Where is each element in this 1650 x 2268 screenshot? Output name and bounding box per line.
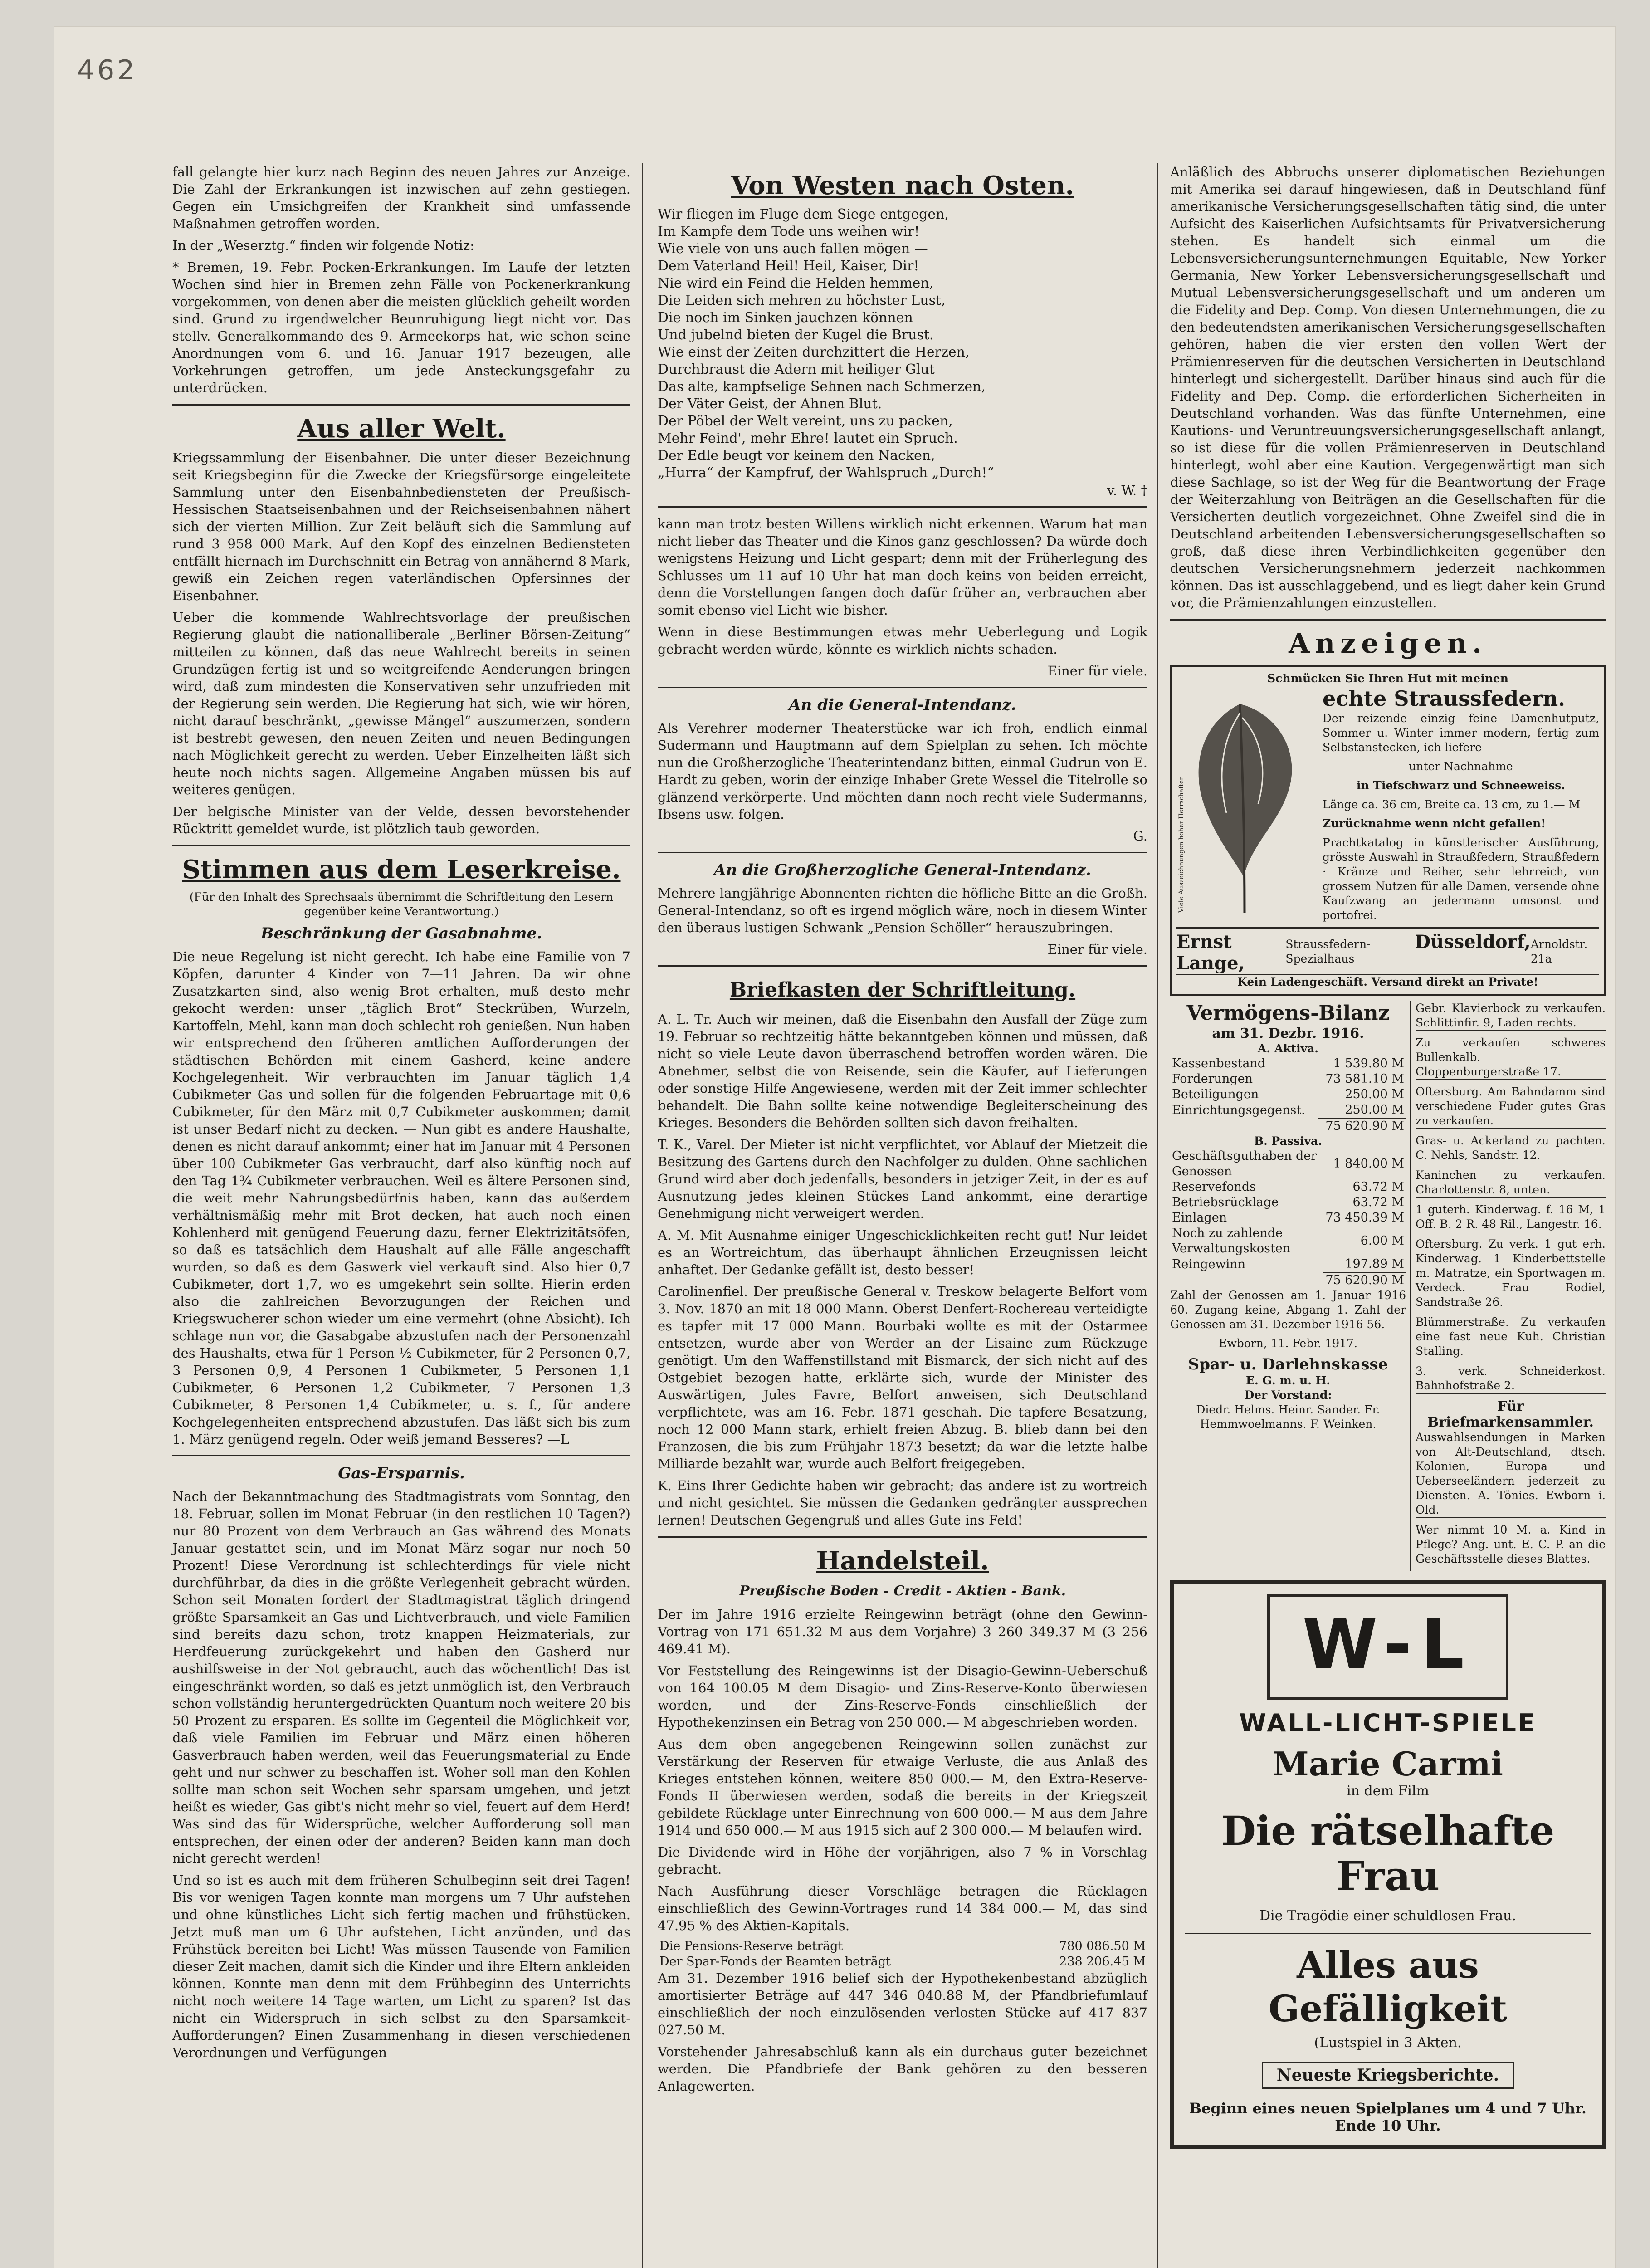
letter-paragraph: Wenn in diese Bestimmungen etwas mehr Ueberlegung und Logik gebracht werden würde, könnte es wirklich nichts schaden.: [658, 624, 1147, 657]
ad-top-line: Schmücken Sie Ihren Hut mit meinen: [1267, 672, 1508, 685]
briefkasten-heading: Briefkasten der Schriftleitung.: [729, 978, 1076, 1002]
small-ads-grid: [1170, 1001, 1606, 1571]
letter-signature: Einer für viele.: [1047, 663, 1147, 679]
column-divider-1: [642, 163, 643, 2268]
row-value: 1 539.80 M: [1333, 1056, 1404, 1070]
handel-table: [658, 1939, 1147, 1970]
bilanz-place-date: Ewborn, 11. Febr. 1917.: [1219, 1337, 1357, 1350]
row-value: 250.00 M: [1345, 1087, 1404, 1101]
poem-line: Wie einst der Zeiten durchzittert die Herzen,: [658, 344, 970, 360]
table-row: [1170, 1102, 1406, 1118]
company-street: Arnoldstr. 21a: [1530, 938, 1588, 965]
divider: [658, 1536, 1147, 1538]
second-film-subtitle: (Lustspiel in 3 Akten.: [1314, 2035, 1462, 2051]
ad-text: Länge ca. 36 cm, Breite ca. 13 cm, zu 1.— M: [1323, 798, 1581, 811]
letter-paragraph: kann man trotz besten Willens wirklich nicht erkennen. Warum hat man nicht lieber das Theater und die Kinos ganz geschlossen? Da würde doch wenigstens Heizung und Licht gespart; denn mit der Früherlegung des Schlusses um 11 auf 10 Uhr hat man doch keins von beiden erreicht, denn die Vorstellungen fangen doch dafür früher an, verbrauchen aber somit ebenso viel Licht wie bisher.: [658, 516, 1147, 618]
vorstand-label: Der Vorstand:: [1244, 1388, 1332, 1402]
star-name: Marie Carmi: [1273, 1745, 1503, 1783]
classified-ad: Oftersburg. Am Bahndamm sind verschiedene Fuder gutes Gras zu verkaufen.: [1416, 1085, 1606, 1129]
column-2: [658, 163, 1147, 2099]
briefkasten-paragraph: Carolinenfiel. Der preußische General v. Treskow belagerte Belfort vom 3. Nov. 1870 an mit 18 000 Mann. Oberst Denfert-Rochereau verteidigte es tapfer mit 17 000 Mann. Bourbaki wollte es mit der Ostarmee entsetzen, wurde aber von Werder an der Lisaine zum Rückzuge genötigt. Um den Waffenstillstand mit Bismarck, der sich nicht auf des Ostgebiet bezogen hatte, erklärte sich, wurde der Minister des Auswärtigen, Jules Favre, Belfort anweisen, sich Deutschland verpflichtete, was am 16. Febr. 1871 geschah. Die tapfere Besatzung, noch 12 000 Mann stark, erhielt freien Abzug. B. blieb dann bei den Franzosen, die bis zum Frühjahr 1873 besetzt; da war die letzte halbe Milliarde bezahlt war, wurde auch Belfort freigegeben.: [658, 1284, 1147, 1471]
aktiva-total: 75 620.90 M: [1318, 1118, 1406, 1134]
handel-paragraph: Die Dividende wird in Höhe der vorjährigen, also 7 % in Vorschlag gebracht.: [658, 1844, 1147, 1877]
stimmen-note: (Für den Inhalt des Sprechsaals übernimmt die Schriftleitung den Lesern gegenüber keine Verantwortung.): [189, 890, 614, 918]
handel-paragraph: Nach Ausführung dieser Vorschläge betragen die Rücklagen einschließlich des Gewinn-Vortrages rund 14 384 000.— M, das sind 47.95 % des Aktien-Kapitals.: [658, 1883, 1147, 1933]
feather-icon: [1176, 686, 1313, 922]
poem-line: Und jubelnd bieten der Kugel die Brust.: [658, 327, 934, 343]
table-row: [658, 1954, 1147, 1970]
row-value: 63.72 M: [1352, 1180, 1404, 1194]
classified-ad: Blümmerstraße. Zu verkaufen eine fast neue Kuh. Christian Stalling.: [1416, 1315, 1606, 1359]
letter-paragraph: Und so ist es auch mit dem früheren Schulbeginn seit drei Tagen! Bis vor wenigen Tagen konnte man morgens um 7 Uhr aufstehen und ohne künstliches Licht sich fertig machen und frühstücken. Jetzt muß man um 6 Uhr aufstehen, Licht anzünden, und das Frühstück bereiten bei Licht! Was müssen Tausende von Familien dieser Zeit machen, damit sich die Kinder und ihre Eltern ankleiden können. Konnte man denn mit dem Frühbeginn des Unterrichts nicht noch weitere 14 Tage warten, um Licht zu sparen? Ist das nicht ein Widerspruch in sich selbst zu den Sparsamkeit-Aufforderungen? Einen Zusammenhang in diesen verschiedenen Verordnungen und Verfügungen: [172, 1872, 630, 2060]
anzeigen-heading: Anzeigen.: [1289, 628, 1487, 660]
straussfedern-ad: [1170, 665, 1606, 996]
ad-text: Der reizende einzig feine Damenhutputz, Sommer u. Winter immer modern, fertig zum Selbstanstecken, ich liefere: [1323, 712, 1599, 754]
handel-paragraph: Aus dem oben angegebenen Reingewinn sollen zunächst zur Verstärkung der Reserven für etwaige Verluste, die aus Anlaß des Krieges entstehen können, weitere 850 000.— M, den Extra-Reserve-Fonds II überwiesen werden, sodaß die bereits in der Kriegszeit gebildete Rücklage unter Einrechnung von 600 000.— M aus dem Jahre 1914 und 650 000.— M aus 1915 sich auf 2 300 000.— M belaufen wird.: [658, 1736, 1147, 1838]
letter-paragraph: Mehrere langjährige Abonnenten richten die höfliche Bitte an die Großh. General-Intendanz, so oft es irgend möglich wäre, noch in diesem Winter den überaus lustigen Schwank „Pension Schöller“ herauszubringen.: [658, 885, 1147, 935]
handel-subheading: Preußische Boden - Credit - Aktien - Bank.: [739, 1583, 1066, 1599]
table-row: [1170, 1179, 1406, 1195]
in-film-label: in dem Film: [1347, 1783, 1429, 1799]
aus-aller-welt-heading: Aus aller Welt.: [297, 414, 506, 444]
row-label: Der Spar-Fonds der Beamten beträgt: [659, 1955, 891, 1969]
row-label: Betriebsrücklage: [1172, 1195, 1279, 1209]
poem-line: Der Väter Geist, der Ahnen Blut.: [658, 396, 882, 412]
news-label: Neueste Kriegsberichte.: [1262, 2062, 1514, 2089]
column-1: [172, 163, 630, 2066]
poem-line: Das alte, kampfselige Sehnen nach Schmerzen,: [658, 379, 986, 395]
second-film-title: Alles aus Gefälligkeit: [1268, 1944, 1508, 2030]
divider: [172, 404, 630, 406]
film-title: Die rätselhafte Frau: [1221, 1807, 1555, 1900]
row-value: 6.00 M: [1360, 1234, 1404, 1248]
divider: [172, 1455, 630, 1456]
poem-line: Nie wird ein Feind die Helden hemmen,: [658, 275, 934, 291]
row-value: 1 840.00 M: [1333, 1157, 1404, 1171]
bilanz-heading: Vermögens-Bilanz: [1186, 1002, 1390, 1025]
table-row: [1170, 1226, 1406, 1256]
handel-paragraph: Der im Jahre 1916 erzielte Reingewinn beträgt (ohne den Gewinn-Vortrag von 171 651.32 M aus dem Vorjahre) 3 260 349.37 M (3 256 469.41 M).: [658, 1607, 1147, 1657]
briefkasten-paragraph: A. L. Tr. Auch wir meinen, daß die Eisenbahn den Ausfall der Züge zum 19. Februar so rechtzeitig hätte bekanntgeben können und müssen, daß nicht so viele Leute davon überraschend betroffen worden wären. Die Abnehmer, selbst die von Reisende, sein die Käufer, auf Lieferungen oder sonstige Hilfe Angewiesene, werden mit der Zeit immer schlechter behandelt. Die Bahn sollte keine notwendige Begleiterscheinung des Krieges. Besonders die Behörden sollten sich davon freihalten.: [658, 1012, 1147, 1130]
row-label: Beteiligungen: [1172, 1087, 1259, 1101]
divider: [658, 852, 1147, 853]
column-3: [1170, 163, 1606, 2149]
row-label: Reingewinn: [1172, 1257, 1246, 1271]
divider: [658, 687, 1147, 688]
vorstand-names: Diedr. Helms. Heinr. Sander. Fr. Hemmwoelmanns. F. Weinken.: [1196, 1403, 1380, 1431]
handel-paragraph: Vorstehender Jahresabschluß kann als ein durchaus guter bezeichnet werden. Die Pfandbriefe der Bank gehören zu den besseren Anlagewerten.: [658, 2044, 1147, 2094]
company-sub: Straussfedern-Spezialhaus: [1285, 938, 1371, 965]
row-value: 250.00 M: [1345, 1103, 1404, 1117]
bilanz-date: am 31. Dezbr. 1916.: [1212, 1026, 1364, 1041]
table-row: [1170, 1195, 1406, 1210]
classified-ad: 3. verk. Schneiderkost. Bahnhofstraße 2.: [1416, 1364, 1606, 1394]
bank-name: Spar- u. Darlehnskasse: [1188, 1355, 1388, 1374]
intendanz2-heading: An die Großherzogliche General-Intendanz.: [714, 861, 1091, 879]
poem-line: Der Pöbel der Welt vereint, uns zu packen,: [658, 413, 953, 429]
row-value: 63.72 M: [1352, 1195, 1404, 1209]
bilanz-members: Zahl der Genossen am 1. Januar 1916 60. Zugang keine, Abgang 1. Zahl der Genossen am 31. Dezember 1916 56.: [1170, 1289, 1406, 1331]
row-label: Die Pensions-Reserve beträgt: [659, 1939, 843, 1953]
table-row: [1170, 1149, 1406, 1179]
row-value: 238 206.45 M: [1059, 1955, 1146, 1969]
ad-text: unter Nachnahme: [1409, 760, 1513, 773]
handel-heading: Handelsteil.: [816, 1546, 989, 1576]
ad-text: Prachtkatalog in künstlerischer Ausführung, grösste Auswahl in Straußfedern, Straußfedern · Kränze und Reiher, sehr lehrreich, von grossem Nutzen für alle Damen, versende ohne Kaufzwang an jedermann umsonst und portofrei.: [1323, 836, 1599, 922]
intro-paragraph: In der „Weserztg.“ finden wir folgende Notiz:: [172, 238, 474, 253]
handel-paragraph: Vor Feststellung des Reingewinns ist der Disagio-Gewinn-Ueberschuß von 164 100.05 M dem Disagio- und Zins-Reserve-Konto überwiesen worden, und der Zins-Reserve-Fonds einschließlich der Hypothekenzinsen ein Betrag von 250 000.— M abgeschrieben worden.: [658, 1663, 1147, 1730]
poem-line: Die noch im Sinken jauchzen können: [658, 310, 913, 326]
ad-title: echte Straussfedern.: [1323, 686, 1566, 711]
letter-paragraph: Nach der Bekanntmachung des Stadtmagistrats vom Sonntag, den 18. Februar, sollen im Monat Februar (in den restlichen 10 Tagen?) nur 80 Prozent von dem Verbrauch an Gas während des Monats Januar gestattet sein, und im Monat März sogar nur noch 50 Prozent! Diese Verordnung ist schlechterdings für viele nicht durchführbar, da dies in die größte Verlegenheit gebracht würden. Schon seit Monaten fordert der Stadtmagistrat täglich dringend größte Sparsamkeit an Gas und Lichtverbrauch, und viele Familien sind bereits dazu schon, trotz knappen Heizmaterials, zur Herdfeuerung zurückgekehrt und haben den Gasherd nur aushilfsweise in der Not gebraucht, auch das wöchentlich! Das ist eingeschränkt worden, so daß es jetzt unmöglich ist, den Verbrauch schon vollständig heruntergedrückten Quantum noch weitere 20 bis 50 Prozent zu ersparen. Es sollte im Gegenteil die Möglichkeit vor, daß viele Familien im Februar und März einen höheren Gasverbrauch haben werden, weil das Feuerungsmaterial zu Ende geht und nur schwer zu beschaffen ist. Woher soll man den Kohlen sollte man schon seit Wochen sehr sparsam umgehen, und jetzt heißt es wieder, Gas gibt's nicht mehr so viel, feuert auf dem Herd! Was sind das für Widersprüche, welcher Aufforderung soll man entsprechen, der einen oder der anderen? Beiden kann man doch nicht gerecht werden!: [172, 1489, 630, 1866]
poem: [658, 206, 1147, 482]
poem-line: Wir fliegen im Fluge dem Siege entgegen,: [658, 206, 949, 222]
divider: [172, 845, 630, 846]
table-row: [1170, 1056, 1406, 1071]
wall-licht-spiele-ad: [1170, 1580, 1606, 2149]
bilanz-ad: [1170, 1001, 1411, 1571]
briefmarken-text: Auswahlsendungen in Marken von Alt-Deutschland, dtsch. Kolonien, Europa und Ueberseeländern jederzeit zu Diensten. A. Tönies. Ewborn i. Old.: [1416, 1430, 1606, 1518]
ad-text: in Tiefschwarz und Schneeweiss.: [1356, 779, 1566, 792]
ad-text: Zurücknahme wenn nicht gefallen!: [1323, 817, 1546, 830]
row-label: Reservefonds: [1172, 1180, 1256, 1194]
classified-ad: Oftersburg. Zu verk. 1 gut erh. Kinderwag. 1 Kinderbettstelle m. Matratze, ein Sportwagen m. Verdeck. Frau Rodiel, Sandstraße 26.: [1416, 1237, 1606, 1310]
intro-paragraph: fall gelangte hier kurz nach Beginn des neuen Jahres zur Anzeige. Die Zahl der Erkrankungen ist inzwischen auf zehn gestiegen. Gegen ein Umsichgreifen der Krankheit sind umfassende Maßnahmen getroffen worden.: [172, 164, 630, 231]
aktiva-heading: A. Aktiva.: [1258, 1042, 1318, 1055]
news-paragraph: Kriegssammlung der Eisenbahner. Die unter dieser Bezeichnung seit Kriegsbeginn für die Zwecke der Kriegsfürsorge eingeleitete Sammlung unter den Eisenbahnbediensteten der Preußisch-Hessischen Staatseisenbahnen und der Reichseisenbahnen nähert sich der vierten Million. Zur Zeit beläuft sich die Sammlung auf rund 3 958 000 Mark. Auf den Kopf des einzelnen Bediensteten entfällt hiernach im Durchschnitt ein Betrag von annähernd 8 Mark, gewiß ein Zeichen regen vaterländischen Opfersinnes der Eisenbahner.: [172, 450, 630, 603]
passiva-total: 75 620.90 M: [1323, 1272, 1406, 1288]
letter-paragraph: Die neue Regelung ist nicht gerecht. Ich habe eine Familie von 7 Köpfen, darunter 4 Kinder von 7—11 Jahren. Da wir ohne Zusatzkarten sind, also wenig Brot erhalten, muß desto mehr gekocht werden: unser „täglich Brot“ Steckrüben, Wurzeln, Kartoffeln, Mehl, kann man doch schlecht roh genießen. Nun haben wir entsprechend den früheren amtlichen Aufforderungen der städtischen Behörden mit einem Gasherd, keine andere Kochgelegenheit. Wir verbrauchten im Januar täglich 1,4 Cubikmeter Gas und sollen für die folgenden Februartage mit 0,6 Cubikmeter, für den März mit 0,7 Cubikmeter auskommen; damit ist unser Bedarf nicht zu decken. — Nun gibt es andere Haushalte, denen es nicht darauf ankommt; einer hat im Januar mit 4 Personen über 100 Cubikmeter Gas verbraucht, darf also künftig noch auf den Tag 1¾ Cubikmeter verbrauchen. Weil es ältere Personen sind, die weit mehr Nahrungsbedürfnis haben, kann das außerdem verhältnismäßig mehr mit Brot decken, hat auch noch einen Kohlenherd mit genügend Feuerung dazu, ferner Elektrizitätsöfen, so daß es tatsächlich dem Haushalt auf alle Fälle angeschafft wurden, so daß es dem Gaswerk viel verkauft sind. Also hier 0,7 Cubikmeter, dort 1,7, wo es umgekehrt sein sollte. Hierin erden also die zahlreichen Bevorzugungen der Reichen und Kriegswucherer schon wieder um eine vermehrt (ohne Absicht). Ich schlage nun vor, die Gasabgabe abzustufen nach der Personenzahl des Haushalts, etwa für 1 Person ½ Cubikmeter, für 2 Personen 0,7, 3 Personen 0,9, 4 Personen 1 Cubikmeter, 5 Personen 1,1 Cubikmeter, 6 Personen 1,2 Cubikmeter, 7 Personen 1,3 Cubikmeter, 8 Personen 1,4 Cubikmeter, u. s. f., für andere Kochgelegenheiten entsprechend abzustufen. Das läßt sich bis zum 1. März genügend regeln. Oder weiß jemand Besseres? —L: [172, 949, 630, 1447]
briefmarken-heading: Für Briefmarkensammler.: [1427, 1398, 1594, 1430]
poem-line: Dem Vaterland Heil! Heil, Kaiser, Dir!: [658, 258, 919, 274]
passiva-table: [1170, 1149, 1406, 1288]
classified-ad: Kaninchen zu verkaufen. Charlottenstr. 8, unten.: [1416, 1168, 1606, 1198]
briefkasten-paragraph: A. M. Mit Ausnahme einiger Ungeschicklichkeiten recht gut! Nur leidet es an Wortreichtum, das überhaupt ähnlichen Erzeugnissen leicht anhaftet. Der Gedanke gefällt ist, desto besser!: [658, 1227, 1147, 1277]
schedule-text: Beginn eines neuen Spielplanes um 4 und 7 Uhr. Ende 10 Uhr.: [1189, 2100, 1587, 2134]
gas-heading: Beschränkung der Gasabnahme.: [260, 924, 542, 943]
poem-heading: Von Westen nach Osten.: [731, 171, 1074, 200]
handel-paragraph: Am 31. Dezember 1916 belief sich der Hypothekenbestand abzüglich amortisierter Beträge auf 447 346 040.88 M, der Pfandbriefumlauf einschließlich der noch einzulösenden verlosten Stücke auf 417 837 027.50 M.: [658, 1970, 1147, 2038]
row-label: Einrichtungsgegenst.: [1172, 1103, 1305, 1117]
classified-ads: [1416, 1001, 1606, 1571]
letter-signature: G.: [1133, 828, 1147, 844]
ersparnis-heading: Gas-Ersparnis.: [338, 1464, 465, 1482]
row-label: Noch zu zahlende Verwaltungskosten: [1172, 1226, 1291, 1256]
divider: [658, 506, 1147, 508]
side-text: Viele Auszeichnungen hoher Herrschaften: [1178, 776, 1185, 913]
classified-ad: 1 guterh. Kinderwag. f. 16 M, 1 Off. B. 2 R. 48 Ril., Langestr. 16.: [1416, 1202, 1606, 1232]
aktiva-table: [1170, 1056, 1406, 1134]
bank-sub: E. G. m. u. H.: [1245, 1374, 1331, 1387]
feather-illustration: [1176, 686, 1313, 922]
row-label: Einlagen: [1172, 1211, 1227, 1225]
classified-ad: Zu verkaufen schweres Bullenkalb. Cloppenburgerstraße 17.: [1416, 1036, 1606, 1080]
row-value: 73 581.10 M: [1325, 1072, 1404, 1086]
poem-line: Mehr Feind', mehr Ehre! lautet ein Spruch.: [658, 430, 958, 446]
film-subtitle: Die Tragödie einer schuldlosen Frau.: [1259, 1908, 1517, 1924]
row-label: Forderungen: [1172, 1072, 1253, 1086]
poem-line: Wie viele von uns auch fallen mögen —: [658, 241, 928, 257]
table-row: [1170, 1256, 1406, 1272]
classified-ad: Gras- u. Ackerland zu pachten. C. Nehls, Sandstr. 12.: [1416, 1134, 1606, 1163]
poem-line: Der Edle beugt vor keinem den Nacken,: [658, 448, 935, 464]
row-label: Geschäftsguthaben der Genossen: [1172, 1149, 1317, 1178]
divider: [1170, 619, 1606, 621]
column-divider-2: [1157, 163, 1158, 2268]
briefkasten-paragraph: K. Eins Ihrer Gedichte haben wir gebracht; das andere ist zu wortreich und nicht gesichtet. Sie müssen die Gedanken gedrängter aussprechen lernen! Deutschen Gegengruß und alles Gute ins Feld!: [658, 1478, 1147, 1528]
stimmen-heading: Stimmen aus dem Leserkreise.: [182, 855, 621, 885]
poem-signature: v. W. †: [1107, 483, 1147, 498]
page-number: 462: [77, 54, 137, 86]
table-row: [1170, 1210, 1406, 1226]
poem-line: Die Leiden sich mehren zu höchster Lust,: [658, 293, 946, 308]
table-row: [1170, 1087, 1406, 1102]
table-row: [1170, 1071, 1406, 1087]
wl-logo: W-L: [1267, 1594, 1508, 1700]
company-city: Düsseldorf,: [1415, 931, 1531, 953]
classified-ad: Wer nimmt 10 M. a. Kind in Pflege? Ang. unt. E. C. P. an die Geschäftsstelle dieses Blattes.: [1416, 1523, 1606, 1565]
intendanz-heading: An die General-Intendanz.: [789, 696, 1016, 714]
letter-paragraph: Als Verehrer moderner Theaterstücke war ich froh, endlich einmal Sudermann und Hauptmann auf dem Spielplan zu sehen. Ich möchte nun die Großherzogliche Theaterintendanz bitten, einmal Gudrun von E. Hardt zu geben, worin der einzige Inhaber Grete Wessel die Titelrolle so glänzend verkörperte. Und möchten dann noch recht viele Sudermanns, Ibsens usw. folgen.: [658, 720, 1147, 822]
briefkasten-paragraph: T. K., Varel. Der Mieter ist nicht verpflichtet, vor Ablauf der Mietzeit die Besitzung des Gartens durch den Nachfolger zu dulden. Ohne sachlichen Grund wird aber doch jedenfalls, besonders in jetziger Zeit, in der es auf Ausnutzung jedes kleinen Stückes Land ankommt, eine derartige Genehmigung nicht verweigert werden.: [658, 1137, 1147, 1221]
row-label: Kassenbestand: [1172, 1056, 1266, 1070]
classified-ad: Gebr. Klavierbock zu verkaufen. Schlittinfir. 9, Laden rechts.: [1416, 1001, 1606, 1031]
row-value: 73 450.39 M: [1325, 1211, 1404, 1225]
letter-signature: Einer für viele.: [1047, 942, 1147, 957]
insurance-paragraph: Anläßlich des Abbruchs unserer diplomatischen Beziehungen mit Amerika sei darauf hingewiesen, daß in Deutschland fünf amerikanische Versicherungsgesellschaften tätig sind, die unter Aufsicht des Kaiserlichen Aufsichtsamts für Privatversicherung stehen. Es handelt sich einmal um die Lebensversicherungsunternehmungen Equitable, New Yorker Germania, New Yorker Lebensversicherungsgesellschaft und Mutual Lebensversicherungsgesellschaft und um anderen um die Fidelity and Dep. Comp. Von diesen Unternehmungen, die zu den bedeutendsten amerikanischen Versicherungsgesellschaften gehören, haben die vier ersten den vollen Wert der Prämienreserven für die deutschen Versicherten in Deutschland hinterlegt und sichergestellt. Darüber hinaus sind auch für die Fidelity and Dep. Comp. die erforderlichen Sicherheiten in Deutschland vorhanden. Was das fünfte Unternehmen, eine Kautions- und Veruntreuungsversicherungsgesellschaft anlangt, so ist diese für die vollen Prämienreserven in Deutschland hinterlegt, wohl aber eine Kaution. Vergegenwärtigt man sich diese Sachlage, so ist der Weg für die Beantwortung der Frage der Weiterzahlung von Beiträgen an die Gesellschaften für die Versicherten deutlich vorgezeichnet. Ohne Zweifel sind die in Deutschland arbeitenden Lebensversicherungsgesellschaften so groß, daß diese ihren Verbindlichkeiten gegenüber den deutschen Versicherungsnehmern jederzeit nachkommen können. Das ist ausschlaggebend, und es liegt daher kein Grund vor, die Prämienzahlungen einzustellen.: [1170, 164, 1606, 611]
poem-line: Im Kampfe dem Tode uns weihen wir!: [658, 224, 920, 240]
poem-line: „Hurra“ der Kampfruf, der Wahlspruch „Durch!“: [658, 465, 994, 481]
company-name: Ernst Lange,: [1176, 931, 1245, 974]
table-row: [1170, 1272, 1406, 1288]
passiva-heading: B. Passiva.: [1254, 1134, 1322, 1148]
table-row: [658, 1939, 1147, 1954]
ad-footer: Kein Ladengeschäft. Versand direkt an Private!: [1176, 974, 1599, 989]
intro-paragraph: * Bremen, 19. Febr. Pocken-Erkrankungen. Im Laufe der letzten Wochen sind hier in Bremen zehn Fälle von Pockenerkrankung vorgekommen, von denen aber die meisten glücklich geheilt worden sind. Grund zu irgendwelcher Beunruhigung liegt nicht vor. Das stellv. Generalkommando des 9. Armeekorps hat, wie schon seine Anordnungen vom 6. und 16. Januar 1917 bezeugen, alle Vorkehrungen getroffen, um jede Ansteckungsgefahr zu unterdrücken.: [172, 259, 630, 396]
news-paragraph: Der belgische Minister van der Velde, dessen bevorstehender Rücktritt gemeldet wurde, ist plötzlich taub geworden.: [172, 804, 630, 836]
cinema-name: WALL-LICHT-SPIELE: [1239, 1709, 1537, 1737]
table-row: [1170, 1118, 1406, 1134]
news-paragraph: Ueber die kommende Wahlrechtsvorlage der preußischen Regierung glaubt die nationalliberale „Berliner Börsen-Zeitung“ mitteilen zu können, daß das neue Wahlrecht bereits in seinen Grundzügen fertig ist und so weitgreifende Aenderungen bringen wird, daß zum mindesten die Konservativen sehr unzufrieden mit der Regierung sein werden. Die Regierung hat sich, wie wir hören, nicht darauf beschränkt, „gewisse Mängel“ auszumerzen, sondern ist bestrebt gewesen, den neuen Zeiten und neuen Bedingungen nach Möglichkeit gerecht zu werden. Ueber Einzelheiten läßt sich heute noch nichts sagen. Allgemeine Angaben müssen bis auf weiteres genügen.: [172, 610, 630, 797]
row-value: 197.89 M: [1345, 1257, 1404, 1271]
divider: [658, 965, 1147, 967]
poem-line: Durchbraust die Adern mit heiliger Glut: [658, 362, 935, 377]
row-value: 780 086.50 M: [1059, 1939, 1146, 1953]
